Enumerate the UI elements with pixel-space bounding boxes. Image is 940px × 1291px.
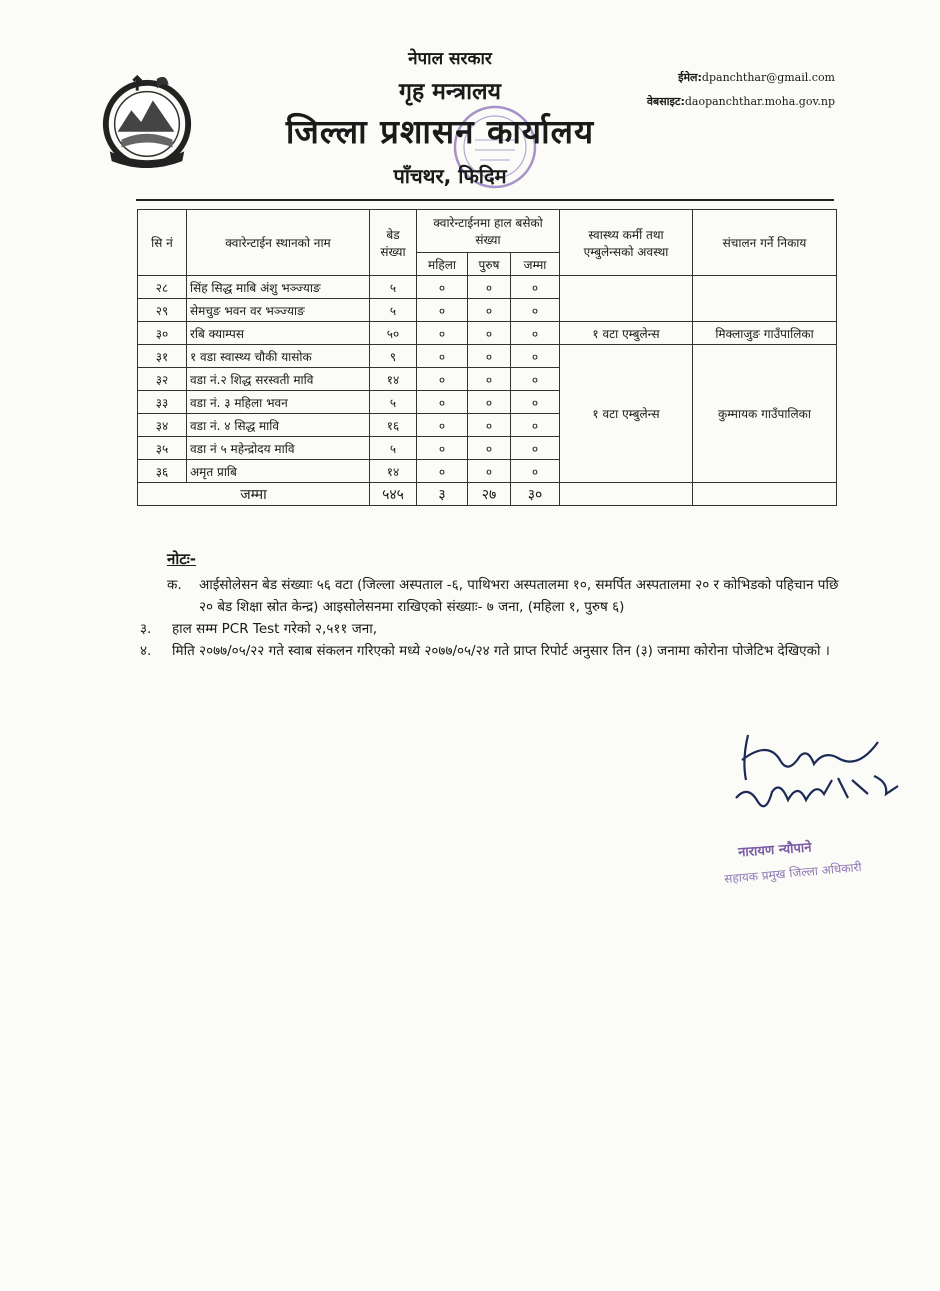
header-office-title: जिल्ला प्रशासन कार्यालय bbox=[285, 112, 595, 151]
header-email: ईमेल:dpanchthar@gmail.com bbox=[678, 71, 835, 84]
notes-section bbox=[140, 548, 840, 662]
health-status-cell: १ वटा एम्बुलेन्स bbox=[560, 322, 693, 345]
signature bbox=[728, 720, 908, 835]
signatory-title-stamp: सहायक प्रमुख जिल्ला अधिकारी bbox=[723, 860, 863, 886]
table-total-row: जम्मा ५४५ ३ २७ ३० bbox=[138, 483, 837, 506]
quarantine-table bbox=[137, 209, 837, 506]
note-item: ४. मिति २०७७/०५/२२ गते स्वाब संकलन गरिएको मध्ये २०७७/०५/२४ गते प्राप्त रिपोर्ट अनुसार तिन (३) जनामा कोरोना पोजेटिभ देखिएको । bbox=[140, 643, 830, 659]
col-agency: संचालन गर्ने निकाय bbox=[693, 210, 837, 276]
signatory-name-stamp: नारायण न्यौपाने bbox=[737, 840, 812, 861]
col-beds: बेड संख्या bbox=[370, 210, 417, 276]
table-row: ३३ वडा नं. ३ महिला भवन ५ ० ० ० bbox=[138, 391, 837, 414]
table-row: ३५ वडा नं ५ महेन्द्रोदय मावि ५ ० ० ० bbox=[138, 437, 837, 460]
header-divider bbox=[136, 199, 834, 201]
header-location: पाँचथर, फिदिम bbox=[393, 164, 507, 188]
col-sn: सि नं bbox=[138, 210, 187, 276]
table-row: ३२ वडा नं.२ शिद्ध सरस्वती मावि १४ ० ० ० bbox=[138, 368, 837, 391]
header-nepal-government: नेपाल सरकार bbox=[408, 49, 492, 69]
table-header-row bbox=[138, 210, 837, 253]
col-health: स्वास्थ्य कर्मी तथा एम्बुलेन्सको अवस्था bbox=[560, 210, 693, 276]
col-place: क्वारेन्टाईन स्थानको नाम bbox=[187, 210, 370, 276]
header-ministry: गृह मन्त्रालय bbox=[399, 79, 501, 105]
table-row: ३६ अमृत प्राबि १४ ० ० ० bbox=[138, 460, 837, 483]
table-row: २८ सिंह सिद्ध माबि अंशु भञ्ज्याङ ५ ० ० ० bbox=[138, 276, 837, 299]
table-row: ३० रबि क्याम्पस ५० ० ० ० १ वटा एम्बुलेन्स मिक्लाजुङ गाउँपालिका bbox=[138, 322, 837, 345]
col-total: जम्मा bbox=[511, 253, 560, 276]
table-row: २९ सेमचुङ भवन वर भञ्ज्याङ ५ ० ० ० bbox=[138, 299, 837, 322]
table-row: ३१ १ वडा स्वास्थ्य चौकी यासोक ९ ० ० ० १ वटा एम्बुलेन्स कुम्मायक गाउँपालिका bbox=[138, 345, 837, 368]
note-item: ३. हाल सम्म PCR Test गरेको २,५११ जना, bbox=[140, 621, 377, 637]
header-website: वेबसाइट:daopanchthar.moha.gov.np bbox=[646, 95, 835, 108]
col-staying: क्वारेन्टाईनमा हाल बसेको संख्या bbox=[417, 210, 560, 253]
health-status-cell: १ वटा एम्बुलेन्स bbox=[560, 345, 693, 483]
col-female: महिला bbox=[417, 253, 468, 276]
table-row: ३४ वडा नं. ४ सिद्ध मावि १६ ० ० ० bbox=[138, 414, 837, 437]
note-item: क. आईसोलेसन बेड संख्याः ५६ वटा (जिल्ला अस्पताल -६, पाथिभरा अस्पतालमा १०, समर्पित अस्पतालमा २० र कोभिडको पहिचान पछि २० बेड शिक्षा स्रोत केन्द्र) आइसोलेसनमा राखिएको संख्याः- ७ जना, (महिला १, पुरुष ६) bbox=[167, 577, 839, 615]
col-male: पुरुष bbox=[468, 253, 511, 276]
notes-title: नोटः- bbox=[167, 550, 197, 568]
agency-cell: मिक्लाजुङ गाउँपालिका bbox=[693, 322, 837, 345]
agency-cell: कुम्मायक गाउँपालिका bbox=[693, 345, 837, 483]
